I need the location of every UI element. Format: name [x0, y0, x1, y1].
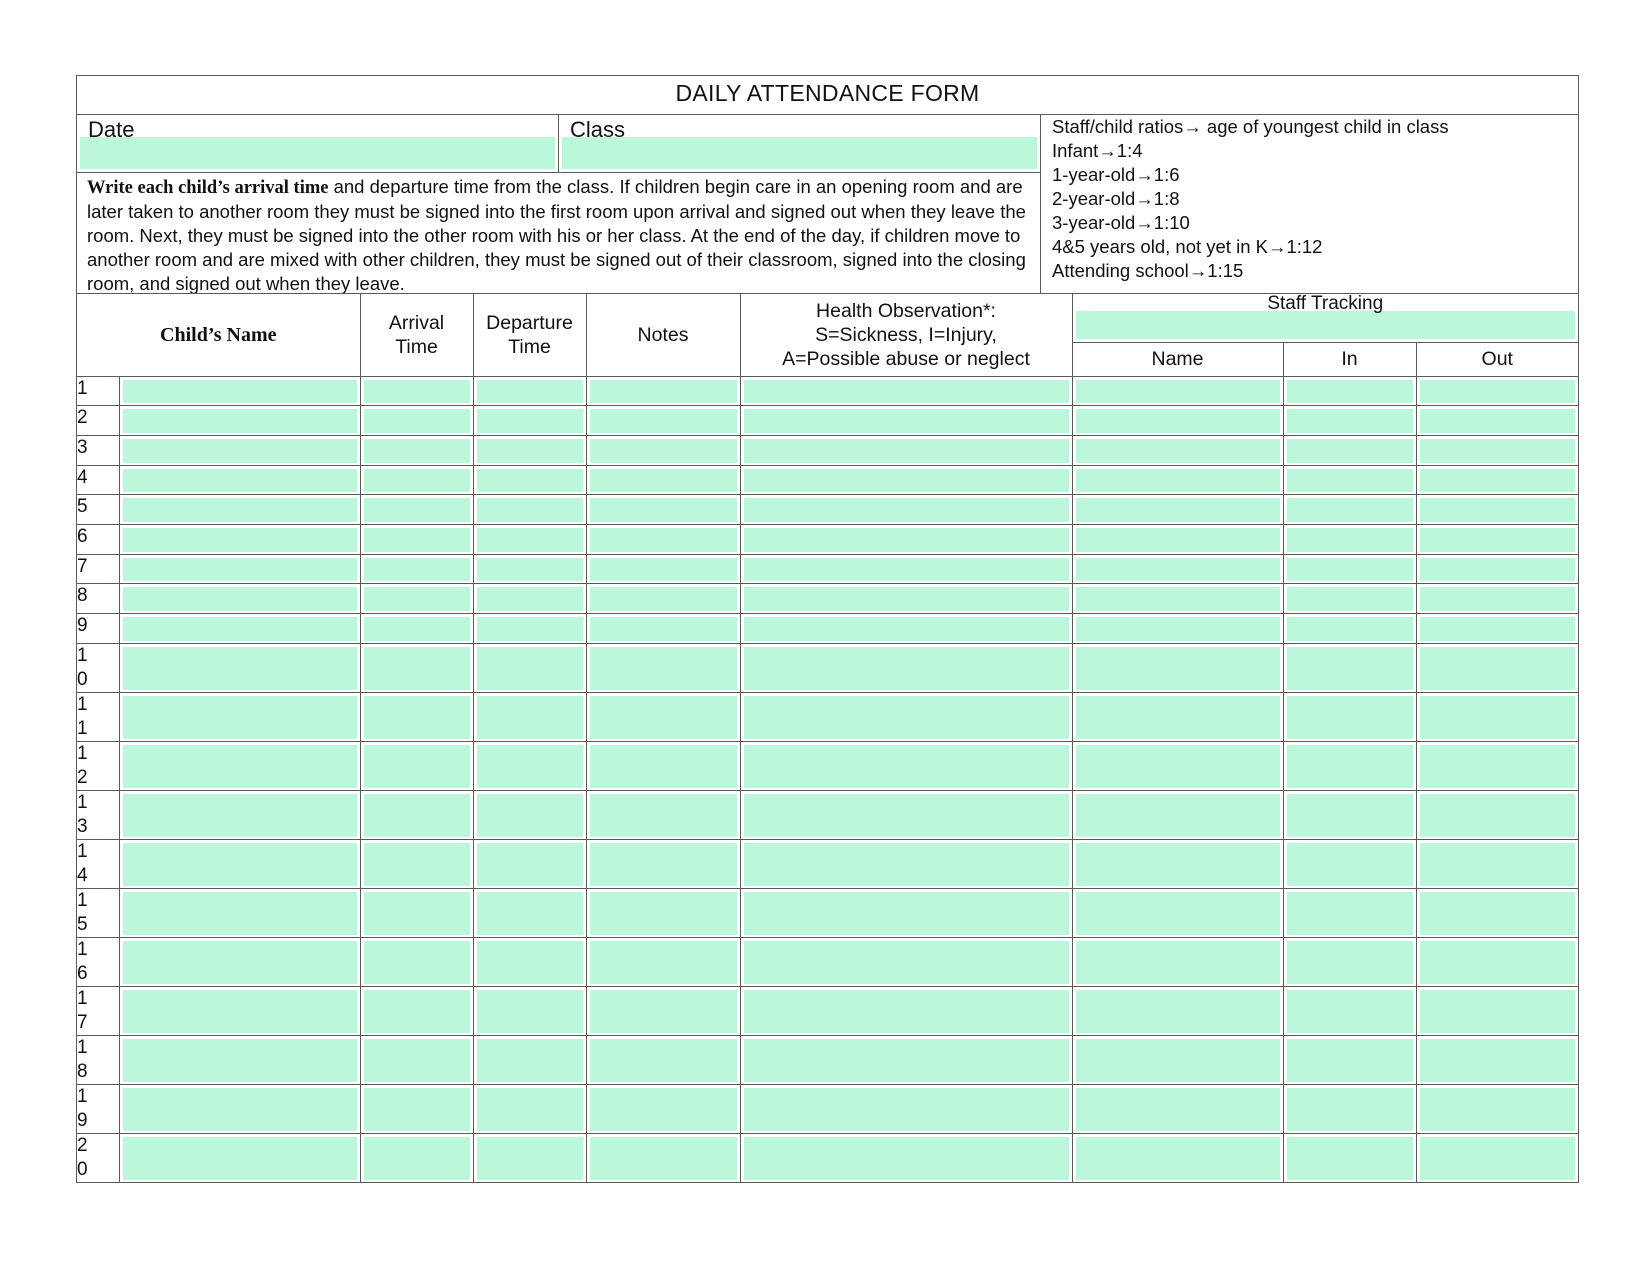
departure-time-field[interactable] [473, 1035, 586, 1084]
row-number: 7 [77, 554, 119, 584]
table-row [77, 1035, 1578, 1084]
attendance-table [77, 294, 1578, 1182]
staff-out-field[interactable] [1416, 741, 1578, 790]
notes-field[interactable] [586, 524, 740, 554]
departure-time-field[interactable] [473, 839, 586, 888]
row-number: 1 0 [77, 643, 119, 692]
departure-time-field[interactable] [473, 986, 586, 1035]
departure-time-field[interactable] [473, 643, 586, 692]
ratio-line: 2-year-old→1:8 [1052, 188, 1180, 209]
staff-out-field[interactable] [1416, 888, 1578, 937]
notes-field[interactable] [586, 937, 740, 986]
arrival-time-field[interactable] [360, 1035, 473, 1084]
departure-time-field[interactable] [473, 741, 586, 790]
arrival-time-field[interactable] [360, 1084, 473, 1133]
health-observation-field[interactable] [740, 584, 1072, 614]
notes-field[interactable] [586, 741, 740, 790]
staff-in-field[interactable] [1283, 495, 1416, 525]
staff-name-field[interactable] [1072, 554, 1283, 584]
notes-field[interactable] [586, 435, 740, 465]
departure-time-field[interactable] [473, 406, 586, 436]
staff-name-field[interactable] [1072, 524, 1283, 554]
child-name-field[interactable] [119, 1035, 360, 1084]
arrival-time-field[interactable] [360, 888, 473, 937]
health-observation-field[interactable] [740, 1133, 1072, 1182]
table-row [77, 435, 1578, 465]
health-observation-field[interactable] [740, 435, 1072, 465]
health-observation-field[interactable] [740, 465, 1072, 495]
staff-in-field[interactable] [1283, 465, 1416, 495]
departure-time-field[interactable] [473, 495, 586, 525]
staff-out-field[interactable] [1416, 839, 1578, 888]
staff-out-field[interactable] [1416, 554, 1578, 584]
notes-field[interactable] [586, 986, 740, 1035]
table-row [77, 524, 1578, 554]
arrival-time-field[interactable] [360, 692, 473, 741]
table-row [77, 937, 1578, 986]
staff-in-field[interactable] [1283, 584, 1416, 614]
table-row [77, 839, 1578, 888]
child-name-field[interactable] [119, 741, 360, 790]
child-name-field[interactable] [119, 524, 360, 554]
health-observation-field[interactable] [740, 839, 1072, 888]
child-name-field[interactable] [119, 839, 360, 888]
staff-in-field[interactable] [1283, 1084, 1416, 1133]
class-field[interactable] [562, 137, 1037, 169]
class-cell [559, 115, 1040, 172]
table-row [77, 1133, 1578, 1182]
notes-field[interactable] [586, 584, 740, 614]
attendance-rows [77, 376, 1578, 1182]
departure-time-field[interactable] [473, 888, 586, 937]
staff-out-field[interactable] [1416, 1133, 1578, 1182]
health-observation-field[interactable] [740, 986, 1072, 1035]
staff-out-field[interactable] [1416, 937, 1578, 986]
staff-out-field[interactable] [1416, 406, 1578, 436]
table-row [77, 614, 1578, 644]
table-row [77, 1084, 1578, 1133]
health-observation-field[interactable] [740, 1084, 1072, 1133]
staff-name-field[interactable] [1072, 790, 1283, 839]
departure-time-field[interactable] [473, 692, 586, 741]
staff-out-field[interactable] [1416, 584, 1578, 614]
arrival-time-field[interactable] [360, 465, 473, 495]
health-observation-field[interactable] [740, 937, 1072, 986]
arrival-time-field[interactable] [360, 986, 473, 1035]
table-row [77, 465, 1578, 495]
table-row [77, 692, 1578, 741]
departure-time-field[interactable] [473, 584, 586, 614]
table-row [77, 406, 1578, 436]
health-observation-field[interactable] [740, 790, 1072, 839]
arrival-time-field[interactable] [360, 554, 473, 584]
staff-in-field[interactable] [1283, 741, 1416, 790]
notes-field[interactable] [586, 643, 740, 692]
row-number: 4 [77, 465, 119, 495]
staff-out-field[interactable] [1416, 376, 1578, 406]
health-observation-field[interactable] [740, 376, 1072, 406]
staff-in-field[interactable] [1283, 937, 1416, 986]
child-name-field[interactable] [119, 888, 360, 937]
col-header-departure [473, 294, 586, 376]
notes-field[interactable] [586, 888, 740, 937]
child-name-field[interactable] [119, 376, 360, 406]
row-number: 1 [77, 376, 119, 406]
staff-out-field[interactable] [1416, 692, 1578, 741]
notes-field[interactable] [586, 614, 740, 644]
staff-name-field[interactable] [1072, 839, 1283, 888]
staff-out-field[interactable] [1416, 435, 1578, 465]
row-number: 1 5 [77, 888, 119, 937]
table-row [77, 495, 1578, 525]
notes-field[interactable] [586, 495, 740, 525]
staff-out-field[interactable] [1416, 495, 1578, 525]
row-number: 1 9 [77, 1084, 119, 1133]
notes-field[interactable] [586, 554, 740, 584]
ratio-line: Attending school→1:15 [1052, 260, 1244, 281]
ratio-line: 4&5 years old, not yet in K→1:12 [1052, 236, 1323, 257]
child-name-field[interactable] [119, 986, 360, 1035]
staff-in-field[interactable] [1283, 643, 1416, 692]
instructions-body: and departure time from the class. If children begin care in an opening room and are later taken to another room they must be signed into the first room upon arrival and signed out when they leave the room. Next, they must be signed into the other room with his or her class. At the end of the day, if children move to another room and are mixed with other children, they must be signed out of their classroom, signed into the closing room, and signed out when they leave. [87, 176, 1026, 293]
departure-time-field[interactable] [473, 435, 586, 465]
staff-in-field[interactable] [1283, 554, 1416, 584]
staff-in-field[interactable] [1283, 839, 1416, 888]
staff-in-field[interactable] [1283, 406, 1416, 436]
arrival-time-field[interactable] [360, 937, 473, 986]
instructions-text [77, 173, 1040, 293]
row-number: 1 6 [77, 937, 119, 986]
row-number: 1 1 [77, 692, 119, 741]
departure-time-field[interactable] [473, 1084, 586, 1133]
row-number: 1 7 [77, 986, 119, 1035]
form-title: DAILY ATTENDANCE FORM [77, 76, 1578, 115]
row-number: 2 [77, 406, 119, 436]
departure-time-field[interactable] [473, 614, 586, 644]
date-class-row [77, 115, 1040, 173]
row-number: 5 [77, 495, 119, 525]
departure-time-field[interactable] [473, 937, 586, 986]
notes-field[interactable] [586, 692, 740, 741]
staff-out-field[interactable] [1416, 986, 1578, 1035]
health-line-3: A=Possible abuse or neglect [782, 347, 1030, 370]
health-line-1: Health Observation*: [816, 299, 996, 322]
arrival-time-field[interactable] [360, 839, 473, 888]
staff-name-field[interactable] [1072, 692, 1283, 741]
date-cell [77, 115, 559, 172]
health-observation-field[interactable] [740, 524, 1072, 554]
staff-in-field[interactable] [1283, 1133, 1416, 1182]
ratio-line: Infant→1:4 [1052, 140, 1143, 161]
staff-name-field[interactable] [1072, 888, 1283, 937]
notes-field[interactable] [586, 406, 740, 436]
staff-tracking-header [1072, 294, 1578, 342]
staff-name-field[interactable] [1072, 643, 1283, 692]
child-name-field[interactable] [119, 1133, 360, 1182]
staff-name-field[interactable] [1072, 614, 1283, 644]
table-row [77, 584, 1578, 614]
child-name-field[interactable] [119, 643, 360, 692]
col-header-staff-out: Out [1416, 342, 1578, 376]
staff-out-field[interactable] [1416, 643, 1578, 692]
row-number: 1 8 [77, 1035, 119, 1084]
staff-name-field[interactable] [1072, 1133, 1283, 1182]
staff-in-field[interactable] [1283, 524, 1416, 554]
arrival-time-field[interactable] [360, 614, 473, 644]
arrival-time-field[interactable] [360, 376, 473, 406]
departure-time-field[interactable] [473, 465, 586, 495]
staff-out-field[interactable] [1416, 790, 1578, 839]
child-name-field[interactable] [119, 584, 360, 614]
staff-in-field[interactable] [1283, 614, 1416, 644]
departure-time-field[interactable] [473, 524, 586, 554]
child-name-field[interactable] [119, 692, 360, 741]
health-observation-field[interactable] [740, 643, 1072, 692]
col-header-staff-in: In [1283, 342, 1416, 376]
staff-in-field[interactable] [1283, 1035, 1416, 1084]
child-name-field[interactable] [119, 614, 360, 644]
notes-field[interactable] [586, 839, 740, 888]
child-name-field[interactable] [119, 1084, 360, 1133]
departure-line-1: Departure [486, 311, 573, 334]
col-header-staff-name: Name [1072, 342, 1283, 376]
row-number: 1 2 [77, 741, 119, 790]
staff-out-field[interactable] [1416, 1035, 1578, 1084]
notes-field[interactable] [586, 465, 740, 495]
col-header-health [740, 294, 1072, 376]
notes-field[interactable] [586, 376, 740, 406]
health-line-2: S=Sickness, I=Injury, [815, 323, 997, 346]
notes-field[interactable] [586, 790, 740, 839]
health-observation-field[interactable] [740, 741, 1072, 790]
staff-in-field[interactable] [1283, 790, 1416, 839]
health-observation-field[interactable] [740, 554, 1072, 584]
row-number: 1 4 [77, 839, 119, 888]
child-name-field[interactable] [119, 465, 360, 495]
table-row [77, 790, 1578, 839]
ratio-line: 3-year-old→1:10 [1052, 212, 1190, 233]
date-field[interactable] [80, 137, 555, 169]
health-observation-field[interactable] [740, 495, 1072, 525]
arrival-time-field[interactable] [360, 790, 473, 839]
staff-name-field[interactable] [1072, 376, 1283, 406]
staff-out-field[interactable] [1416, 524, 1578, 554]
staff-in-field[interactable] [1283, 888, 1416, 937]
row-number: 1 3 [77, 790, 119, 839]
arrival-time-field[interactable] [360, 406, 473, 436]
class-label: Class [570, 117, 626, 142]
notes-field[interactable] [586, 1084, 740, 1133]
date-label: Date [88, 117, 135, 142]
row-number: 3 [77, 435, 119, 465]
departure-time-field[interactable] [473, 554, 586, 584]
attendance-form [76, 75, 1579, 1183]
arrival-time-field[interactable] [360, 643, 473, 692]
table-row [77, 888, 1578, 937]
arrival-time-field[interactable] [360, 741, 473, 790]
staff-name-field[interactable] [1072, 741, 1283, 790]
staff-name-field[interactable] [1072, 495, 1283, 525]
departure-time-field[interactable] [473, 376, 586, 406]
staff-name-field[interactable] [1072, 1035, 1283, 1084]
arrival-line-2: Time [395, 335, 438, 358]
staff-out-field[interactable] [1416, 1084, 1578, 1133]
staff-name-field[interactable] [1072, 406, 1283, 436]
notes-field[interactable] [586, 1035, 740, 1084]
arrival-time-field[interactable] [360, 435, 473, 465]
col-header-notes: Notes [586, 294, 740, 376]
notes-field[interactable] [586, 1133, 740, 1182]
child-name-field[interactable] [119, 554, 360, 584]
health-observation-field[interactable] [740, 888, 1072, 937]
staff-name-field[interactable] [1072, 937, 1283, 986]
arrival-time-field[interactable] [360, 1133, 473, 1182]
health-observation-field[interactable] [740, 692, 1072, 741]
staff-name-field[interactable] [1072, 986, 1283, 1035]
staff-name-field[interactable] [1072, 435, 1283, 465]
row-number: 6 [77, 524, 119, 554]
staff-in-field[interactable] [1283, 986, 1416, 1035]
row-number: 2 0 [77, 1133, 119, 1182]
staff-in-field[interactable] [1283, 435, 1416, 465]
table-row [77, 741, 1578, 790]
staff-tracking-label: Staff Tracking [1267, 293, 1384, 314]
arrival-time-field[interactable] [360, 584, 473, 614]
arrival-time-field[interactable] [360, 495, 473, 525]
departure-time-field[interactable] [473, 790, 586, 839]
ratios-panel [1041, 115, 1578, 293]
child-name-field[interactable] [119, 406, 360, 436]
table-row [77, 554, 1578, 584]
arrival-time-field[interactable] [360, 524, 473, 554]
child-name-field[interactable] [119, 790, 360, 839]
col-header-child-name: Child’s Name [77, 294, 360, 376]
table-row [77, 986, 1578, 1035]
departure-time-field[interactable] [473, 1133, 586, 1182]
child-name-field[interactable] [119, 495, 360, 525]
staff-name-field[interactable] [1072, 465, 1283, 495]
health-observation-field[interactable] [740, 614, 1072, 644]
staff-name-field[interactable] [1072, 584, 1283, 614]
staff-out-field[interactable] [1416, 465, 1578, 495]
child-name-field[interactable] [119, 937, 360, 986]
instructions-bold-lead: Write each child’s arrival time [87, 178, 329, 198]
health-observation-field[interactable] [740, 406, 1072, 436]
ratio-line: 1-year-old→1:6 [1052, 164, 1180, 185]
health-observation-field[interactable] [740, 1035, 1072, 1084]
staff-name-field[interactable] [1072, 1084, 1283, 1133]
table-row [77, 376, 1578, 406]
staff-in-field[interactable] [1283, 376, 1416, 406]
departure-line-2: Time [508, 335, 551, 358]
row-number: 8 [77, 584, 119, 614]
ratio-line: Staff/child ratios→ age of youngest child in class [1052, 116, 1449, 137]
arrival-line-1: Arrival [388, 311, 445, 334]
row-number: 9 [77, 614, 119, 644]
header-left [77, 115, 1041, 293]
staff-in-field[interactable] [1283, 692, 1416, 741]
table-row [77, 643, 1578, 692]
col-header-arrival [360, 294, 473, 376]
staff-out-field[interactable] [1416, 614, 1578, 644]
form-header-section [77, 115, 1578, 294]
child-name-field[interactable] [119, 435, 360, 465]
